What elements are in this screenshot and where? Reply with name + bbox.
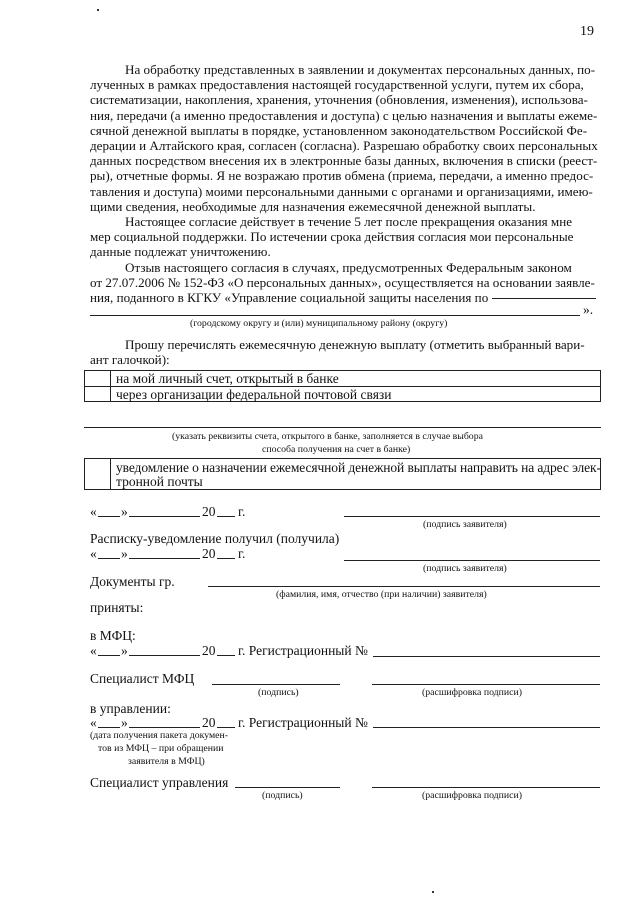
docs-label: Документы гр. <box>90 574 175 589</box>
year-prefix: 20 <box>202 546 216 561</box>
payment-request-line: Прошу перечислять ежемесячную денежную выплату (отметить выбранный вари- <box>125 337 585 352</box>
dept-reg-number-line[interactable] <box>373 727 600 728</box>
day-blank[interactable] <box>98 558 120 559</box>
mfc-reg-label: г. Регистрационный № <box>238 643 368 658</box>
mfc-specialist-label: Специалист МФЦ <box>90 671 195 686</box>
applicant-fio-line[interactable] <box>208 586 600 587</box>
date-close-quote: » <box>121 504 128 519</box>
mfc-label: в МФЦ: <box>90 628 136 643</box>
mfc-specialist-decode-line[interactable] <box>372 684 600 685</box>
package-caption: заявителя в МФЦ) <box>128 756 205 767</box>
year-blank[interactable] <box>217 516 235 517</box>
account-requisites-line[interactable] <box>84 427 601 428</box>
year-blank[interactable] <box>217 727 235 728</box>
scan-speck <box>432 891 434 893</box>
email-option-line: тронной почты <box>116 474 203 489</box>
date-close-quote: » <box>121 546 128 561</box>
accepted-label: приняты: <box>90 600 144 615</box>
dept-reg-label: г. Регистрационный № <box>238 715 368 730</box>
consent-line: сячной денежной выплаты в порядке, установленном законодательством Российской Фе- <box>90 122 588 138</box>
post-office-checkbox[interactable] <box>84 387 110 402</box>
email-notification-checkbox[interactable] <box>84 459 110 489</box>
dept-specialist-signature-line[interactable] <box>235 787 340 788</box>
date-close-quote: » <box>121 643 128 658</box>
account-caption: (указать реквизиты счета, открытого в банке, заполняется в случае выбора <box>172 431 483 442</box>
applicant-signature-caption: (подпись заявителя) <box>423 563 507 574</box>
year-prefix: 20 <box>202 504 216 519</box>
closing-quote: ». <box>583 302 594 317</box>
page-number: 19 <box>580 24 594 39</box>
month-blank[interactable] <box>129 727 200 728</box>
dept-specialist-label: Специалист управления <box>90 775 229 790</box>
package-caption: (дата получения пакета докумен- <box>90 730 229 741</box>
date-open-quote: « <box>90 643 97 658</box>
account-caption: способа получения на счет в банке) <box>262 444 411 455</box>
sign-caption: (подпись) <box>258 687 299 698</box>
district-caption: (городскому округу и (или) муниципальному району (округу) <box>190 318 448 329</box>
district-blank-line[interactable] <box>492 298 596 299</box>
date-open-quote: « <box>90 715 97 730</box>
consent-line: систематизации, накопления, хранения, уточнения (обновления, изменения), использова- <box>90 92 588 108</box>
consent-line: щими сведения, необходимые для назначения ежемесячной денежной выплаты. <box>90 198 536 214</box>
date-open-quote: « <box>90 546 97 561</box>
district-blank-line-2[interactable] <box>90 315 580 316</box>
revoke-line: Отзыв настоящего согласия в случаях, предусмотренных Федеральным законом <box>125 259 572 275</box>
payment-request-line: ант галочкой): <box>90 352 170 368</box>
email-option-line: уведомление о назначении ежемесячной денежной выплаты направить на адрес элек- <box>116 460 601 475</box>
date-open-quote: « <box>90 504 97 519</box>
year-suffix: г. <box>238 546 246 561</box>
applicant-signature-caption: (подпись заявителя) <box>423 519 507 530</box>
day-blank[interactable] <box>98 727 120 728</box>
post-office-option: через организации федеральной почтовой связи <box>116 387 392 402</box>
bank-account-checkbox[interactable] <box>84 371 110 386</box>
date-close-quote: » <box>121 715 128 730</box>
sign-caption: (подпись) <box>262 790 303 801</box>
bank-account-option: на мой личный счет, открытый в банке <box>116 371 339 386</box>
validity-line: Настоящее согласие действует в течение 5 лет после прекращения оказания мне <box>125 214 573 230</box>
day-blank[interactable] <box>98 516 120 517</box>
receipt-signature-line[interactable] <box>344 560 600 561</box>
revoke-line: от 27.07.2006 № 152-ФЗ «О персональных данных», осуществляется на основании заявле- <box>90 274 595 290</box>
consent-line: ния, передачи (а именно предоставления и доступа) с целью назначения и выплаты ежеме- <box>90 107 598 123</box>
package-caption: тов из МФЦ – при обращении <box>98 743 224 754</box>
dept-label: в управлении: <box>90 701 171 716</box>
mfc-specialist-signature-line[interactable] <box>212 684 340 685</box>
mfc-reg-number-line[interactable] <box>373 656 600 657</box>
consent-paragraph <box>90 62 600 305</box>
consent-line: данных посредством внесения их в электронные базы данных, включения в списки (реест- <box>90 153 598 169</box>
consent-line: На обработку представленных в заявлении и документах персональных данных, по- <box>125 62 596 77</box>
year-prefix: 20 <box>202 715 216 730</box>
validity-line: мер социальной поддержки. По истечении срока действия согласия мои персональные <box>90 229 574 245</box>
payment-request <box>90 337 600 367</box>
decode-caption: (расшифровка подписи) <box>422 687 523 698</box>
consent-line: дерации и Алтайского края, согласен (согласна). Разрешаю обработку своих персональных <box>90 138 598 154</box>
decode-caption: (расшифровка подписи) <box>422 790 523 801</box>
revoke-line: ния, поданного в КГКУ «Управление социальной защиты населения по <box>90 290 489 306</box>
month-blank[interactable] <box>129 655 200 656</box>
year-blank[interactable] <box>217 655 235 656</box>
receipt-label: Расписку-уведомление получил (получила) <box>90 531 340 546</box>
year-prefix: 20 <box>202 643 216 658</box>
validity-line: данные подлежат уничтожению. <box>90 244 271 260</box>
fio-caption: (фамилия, имя, отчество (при наличии) заявителя) <box>276 589 487 600</box>
month-blank[interactable] <box>129 516 200 517</box>
consent-line: тавления и доступа) моими персональными данными с органами и организациями, имею- <box>90 183 593 199</box>
dept-specialist-decode-line[interactable] <box>372 787 600 788</box>
consent-line: лученных в рамках предоставления настоящей государственной услуги, путем их сбора, <box>90 77 584 93</box>
checkbox-column-divider <box>110 458 111 490</box>
applicant-signature-line[interactable] <box>344 516 600 517</box>
month-blank[interactable] <box>129 558 200 559</box>
consent-line: ры), отчетные формы. Я не возражаю против обмена (приема, передачи, а именно предос- <box>90 168 594 184</box>
year-suffix: г. <box>238 504 246 519</box>
scan-speck <box>97 9 99 11</box>
day-blank[interactable] <box>98 655 120 656</box>
year-blank[interactable] <box>217 558 235 559</box>
